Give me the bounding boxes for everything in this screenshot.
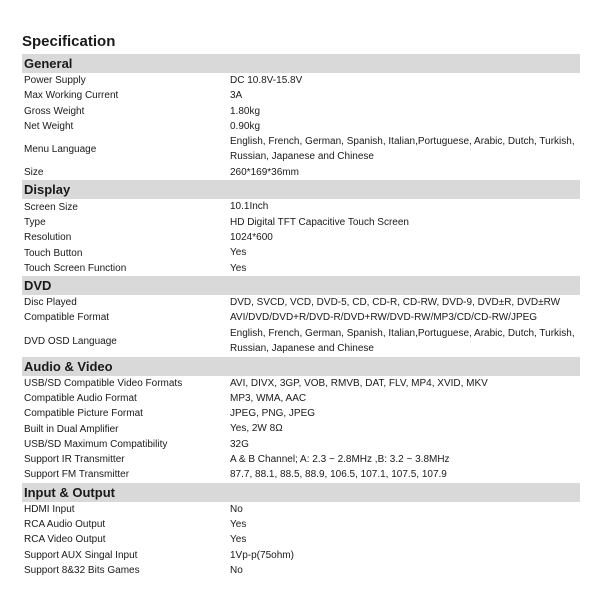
- spec-row: [22, 326, 580, 357]
- spec-row: [22, 261, 580, 276]
- spec-row: [22, 134, 580, 165]
- spec-row: [22, 437, 580, 452]
- section-heading-dvd: DVD: [22, 276, 580, 295]
- spec-value: 1024*600: [230, 232, 273, 244]
- spec-value: DC 10.8V-15.8V: [230, 75, 303, 86]
- spec-label: Compatible Picture Format: [24, 408, 143, 420]
- spec-label: Net Weight: [24, 121, 74, 133]
- spec-value: DVD, SVCD, VCD, DVD-5, CD, CD-R, CD-RW, DVD-9, DVD±R, DVD±RW: [230, 296, 561, 308]
- spec-value: 87.7, 88.1, 88.5, 88.9, 106.5, 107.1, 107.5, 107.9: [230, 469, 447, 481]
- spec-row: [22, 295, 580, 310]
- spec-label: DVD OSD Language: [24, 335, 117, 347]
- spec-value: No: [230, 564, 243, 576]
- spec-value: JPEG, PNG, JPEG: [230, 408, 316, 420]
- spec-value: AVI, DIVX, 3GP, VOB, RMVB, DAT, FLV, MP4, XVID, MKV: [230, 377, 488, 389]
- spec-value: 0.90kg: [230, 120, 261, 132]
- spec-label: Disc Played: [24, 297, 77, 309]
- spec-label: Touch Button: [24, 247, 83, 259]
- spec-label: Menu Language: [24, 144, 97, 156]
- spec-row: [22, 199, 580, 214]
- spec-value: HD Digital TFT Capacitive Touch Screen: [230, 216, 409, 228]
- spec-value: Yes: [230, 247, 247, 259]
- spec-label: Max Working Current: [24, 90, 119, 102]
- spec-row: [22, 230, 580, 245]
- spec-value: 32G: [230, 438, 249, 450]
- spec-value: English, French, German, Spanish, Italian,Portuguese, Arabic, Dutch, Turkish, Russian, Japanese and Chinese: [230, 136, 575, 163]
- spec-row: [22, 563, 580, 578]
- spec-row: [22, 73, 580, 88]
- spec-label: Size: [24, 167, 44, 179]
- spec-label: RCA Audio Output: [24, 519, 106, 531]
- spec-label: Support IR Transmitter: [24, 454, 125, 466]
- spec-label: Support 8&32 Bits Games: [24, 564, 140, 576]
- spec-row: [22, 421, 580, 436]
- spec-value: Yes: [230, 262, 247, 274]
- spec-row: [22, 467, 580, 482]
- spec-row: [22, 245, 580, 260]
- spec-label: HDMI Input: [24, 503, 75, 515]
- spec-value: MP3, WMA, AAC: [230, 392, 307, 404]
- spec-value: A & B Channel; A: 2.3 ~ 2.8MHz ,B: 3.2 ~ 3.8MHz: [230, 454, 450, 466]
- spec-row: [22, 517, 580, 532]
- spec-value: Yes, 2W 8Ω: [230, 423, 283, 435]
- spec-row: [22, 104, 580, 119]
- spec-label: Support FM Transmitter: [24, 469, 130, 481]
- spec-value: 1Vp-p(75ohm): [230, 549, 294, 561]
- spec-label: Support AUX Singal Input: [24, 549, 138, 561]
- spec-label: RCA Video Output: [24, 534, 106, 546]
- spec-row: [22, 391, 580, 406]
- spec-label: Compatible Format: [24, 312, 110, 324]
- section-heading-audio-video: Audio & Video: [22, 357, 580, 376]
- spec-row: [22, 376, 580, 391]
- spec-row: [22, 165, 580, 180]
- spec-row: [22, 548, 580, 563]
- section-heading-general: General: [22, 54, 580, 73]
- spec-value: English, French, German, Spanish, Italian,Portuguese, Arabic, Dutch, Turkish, Russian, Japanese and Chinese: [230, 327, 575, 354]
- spec-row: [22, 452, 580, 467]
- spec-label: Type: [24, 216, 46, 228]
- spec-value: No: [230, 503, 243, 515]
- spec-label: Touch Screen Function: [24, 262, 127, 274]
- spec-row: [22, 532, 580, 547]
- spec-row: [22, 502, 580, 517]
- spec-value: Yes: [230, 534, 247, 546]
- spec-value: AVI/DVD/DVD+R/DVD-R/DVD+RW/DVD-RW/MP3/CD/CD-RW/JPEG: [230, 312, 538, 324]
- page-title: Specification: [22, 33, 116, 50]
- spec-value: 10.1Inch: [230, 201, 269, 213]
- spec-label: USB/SD Maximum Compatibility: [24, 438, 168, 450]
- spec-value: Yes: [230, 518, 247, 530]
- spec-label: USB/SD Compatible Video Formats: [24, 377, 183, 389]
- spec-label: Power Supply: [24, 75, 86, 87]
- section-heading-display: Display: [22, 180, 580, 199]
- spec-value: 3A: [230, 90, 243, 102]
- spec-row: [22, 119, 580, 134]
- spec-label: Built in Dual Amplifier: [24, 423, 119, 435]
- spec-row: [22, 88, 580, 103]
- spec-label: Screen Size: [24, 201, 78, 213]
- spec-value: 1.80kg: [230, 105, 261, 117]
- section-heading-input-output: Input & Output: [22, 483, 580, 502]
- spec-row: [22, 310, 580, 325]
- spec-label: Resolution: [24, 232, 72, 244]
- spec-row: [22, 215, 580, 230]
- spec-value: 260*169*36mm: [230, 167, 299, 179]
- spec-row: [22, 406, 580, 421]
- spec-label: Compatible Audio Format: [24, 393, 137, 404]
- spec-label: Gross Weight: [24, 105, 85, 117]
